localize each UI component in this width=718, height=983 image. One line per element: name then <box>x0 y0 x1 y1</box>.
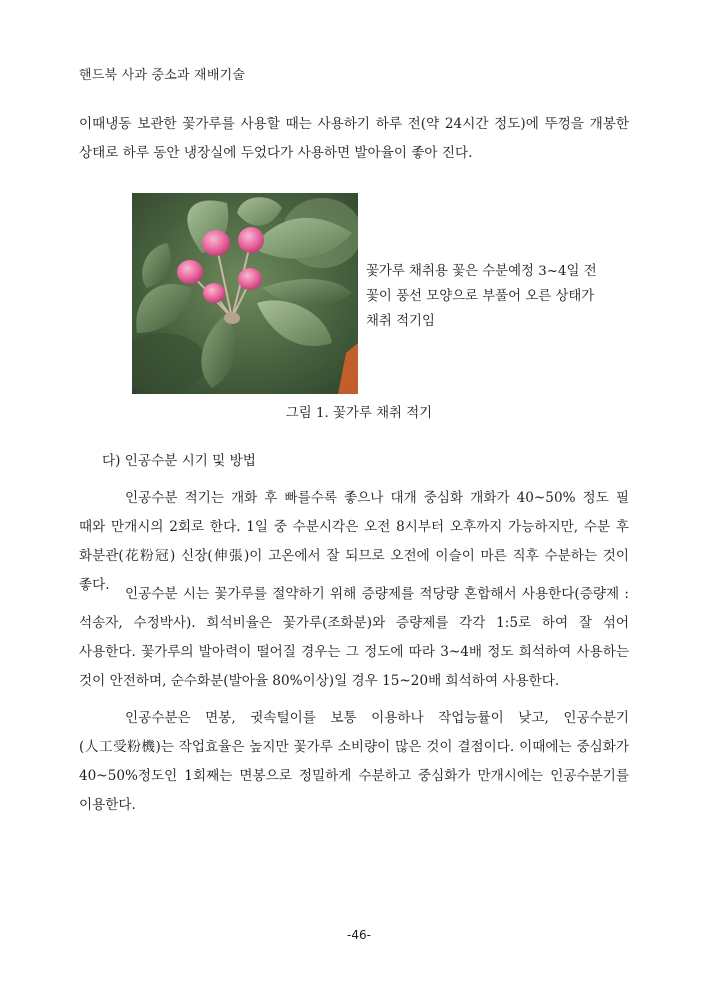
figure-caption: 그림 1. 꽃가루 채취 적기 <box>285 406 433 421</box>
apple-blossom-photo <box>132 193 358 394</box>
body-paragraph: 인공수분 시는 꽃가루를 절약하기 위해 증량제를 적당량 혼합해서 사용한다(증량제 : 석송자, 수정박사). 희석비율은 꽃가루(조화분)와 증량제를 각각 1:5로 하여 잘 섞어 사용한다. 꽃가루의 발아력이 떨어질 경우는 그 정도에 따라 3~4배 정도 희석하여 사용하는 것이 안전하며, 순수화분(발아율 80%이상)일 경우 15~20배 희석하여 사용한다. <box>79 585 629 690</box>
body-paragraph: 인공수분은 면봉, 귓속털이를 보통 이용하나 작업능률이 낮고, 인공수분기(人工受粉機)는 작업효율은 높지만 꽃가루 소비량이 많은 것이 결점이다. 이때에는 중심화가 40~50%정도인 1회째는 면봉으로 정밀하게 수분하고 중심화가 만개시에는 인공수분기를 이용한다. <box>79 709 629 814</box>
section-heading: 다) 인공수분 시기 및 방법 <box>102 453 256 469</box>
running-header: 핸드북 사과 중소과 재배기술 <box>79 68 246 83</box>
intro-paragraph: 이때냉동 보관한 꽃가루를 사용할 때는 사용하기 하루 전(약 24시간 정도)에 뚜껑을 개봉한 상태로 하루 동안 냉장실에 두었다가 사용하면 발아율이 좋아 진다. <box>79 115 629 161</box>
page-number: -46- <box>347 928 371 942</box>
apple-blossom-illustration <box>132 193 358 394</box>
figure-side-caption: 꽃가루 채취용 꽃은 수분예정 3~4일 전 꽃이 풍선 모양으로 부풀어 오른 상태가 채취 적기임 <box>366 264 597 329</box>
body-paragraph: 인공수분 적기는 개화 후 빠를수록 좋으나 대개 중심화 개화가 40~50% 정도 필 때와 만개시의 2회로 한다. 1일 중 수분시각은 오전 8시부터 오후까지 가능하지만, 수분 후 화분관(花粉冠) 신장(伸張)이 고온에서 잘 되므로 오전에 이슬이 마른 직후 수분하는 것이 좋다. <box>79 489 629 594</box>
